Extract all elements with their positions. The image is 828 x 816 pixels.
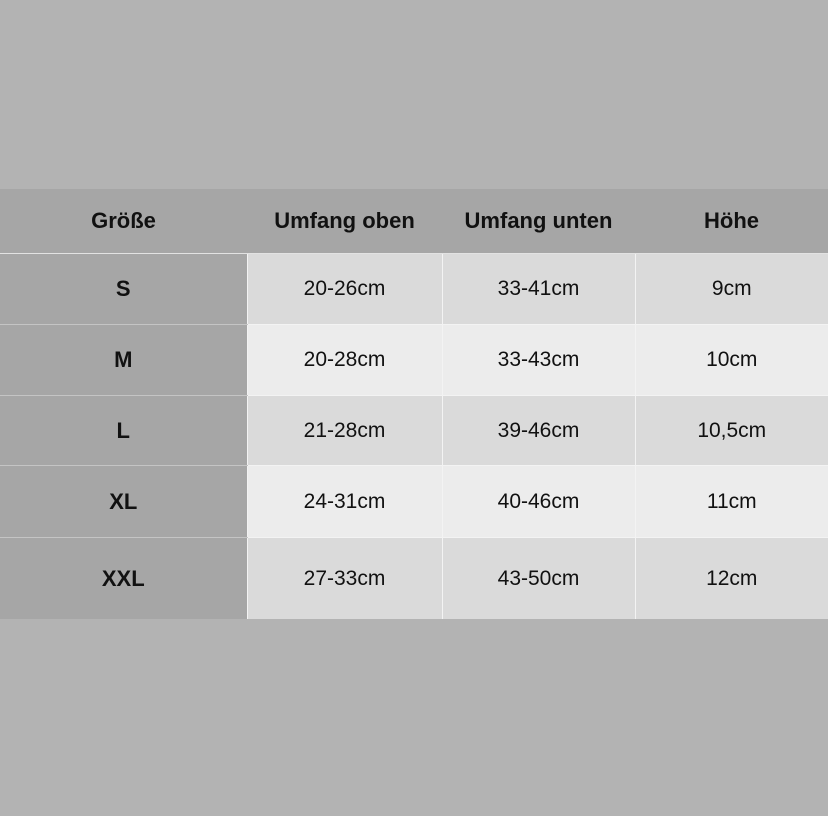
height-value: 9cm (635, 254, 828, 325)
lower-circumference-value: 43-50cm (442, 538, 635, 620)
size-label: S (0, 254, 247, 325)
size-label: XXL (0, 538, 247, 620)
upper-circumference-value: 27-33cm (247, 538, 442, 620)
lower-circumference-value: 33-41cm (442, 254, 635, 325)
upper-circumference-value: 24-31cm (247, 466, 442, 538)
height-value: 12cm (635, 538, 828, 620)
table-row (0, 254, 828, 325)
height-value: 10cm (635, 325, 828, 396)
lower-circumference-value: 33-43cm (442, 325, 635, 396)
lower-circumference-value: 40-46cm (442, 466, 635, 538)
header-size: Größe (0, 189, 247, 254)
header-height: Höhe (635, 189, 828, 254)
size-chart-table (0, 189, 828, 619)
table-row (0, 396, 828, 466)
header-lower-circumference: Umfang unten (442, 189, 635, 254)
table-row (0, 538, 828, 620)
size-label: M (0, 325, 247, 396)
header-upper-circumference: Umfang oben (247, 189, 442, 254)
table-row (0, 466, 828, 538)
lower-circumference-value: 39-46cm (442, 396, 635, 466)
size-label: L (0, 396, 247, 466)
upper-circumference-value: 21-28cm (247, 396, 442, 466)
table-row (0, 325, 828, 396)
height-value: 11cm (635, 466, 828, 538)
upper-circumference-value: 20-28cm (247, 325, 442, 396)
upper-circumference-value: 20-26cm (247, 254, 442, 325)
height-value: 10,5cm (635, 396, 828, 466)
size-label: XL (0, 466, 247, 538)
table-header-row (0, 189, 828, 254)
